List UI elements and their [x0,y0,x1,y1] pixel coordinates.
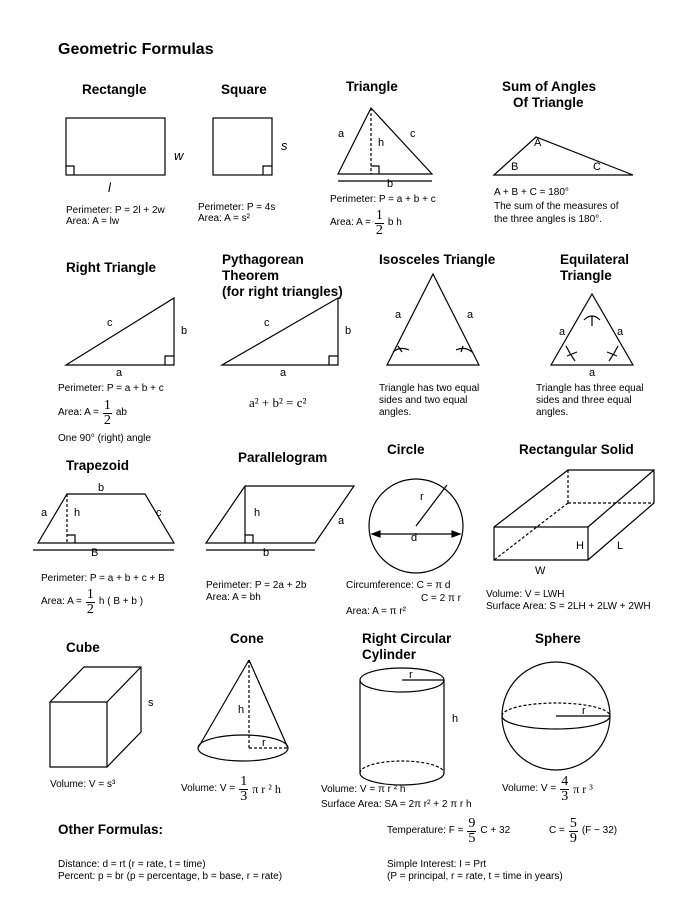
rectangle-area: Area: A = lw [66,216,120,227]
rectangle-l-label: l [108,180,111,195]
triangle-perimeter: Perimeter: P = a + b + c [330,194,436,205]
square-perimeter: Perimeter: P = 4s [198,202,276,213]
pythagorean-c-label: c [264,317,270,329]
sphere-heading: Sphere [535,631,581,646]
equilateral-a-left: a [559,326,566,338]
rect-solid-figure [494,470,654,560]
circle-circumference-2: C = 2 π r [421,593,461,604]
cube-s-label: s [148,697,154,709]
trapezoid-B-label: B [91,547,99,559]
parallelogram-b-label: b [263,547,270,559]
sum-angles-A-label: A [534,137,542,149]
cube-volume: Volume: V = s³ [50,779,116,790]
other-formulas-heading: Other Formulas: [58,822,164,837]
trapezoid-h-label: h [74,507,81,519]
triangle-h-label: h [378,137,385,149]
parallelogram-h-label: h [254,507,261,519]
page-title: Geometric Formulas [58,41,214,58]
interest-note: (P = principal, r = rate, t = time in years) [387,871,563,882]
cylinder-heading-2: Cylinder [362,647,417,662]
circle-d-label: d [411,532,418,544]
trapezoid-perimeter: Perimeter: P = a + b + c + B [41,573,165,584]
isosceles-note: Triangle has two equal sides and two equal angles. [379,383,480,418]
circle-figure [369,479,463,573]
right-triangle-perimeter: Perimeter: P = a + b + c [58,383,164,394]
right-triangle-a-label: a [116,367,123,379]
trapezoid-a-label: a [41,507,48,519]
rectangle-figure [66,118,165,175]
cylinder-volume: Volume: V = π r ² h [321,784,406,795]
rect-solid-heading: Rectangular Solid [519,442,634,457]
sphere-figure [502,662,610,770]
rect-solid-volume: Volume: V = LWH [486,589,565,600]
celsius-formula: C = $\frac{5}{9}$ (F − 32) [549,815,618,846]
rectangle-perimeter: Perimeter: P = 2l + 2w [66,205,165,216]
rect-solid-L-label: L [617,540,624,552]
trapezoid-area: Area: A = $\frac{1}{2}$ h ( B + b ) [41,586,144,617]
pythagorean-heading-1: Pythagorean [222,252,304,267]
rect-solid-H-label: H [576,540,584,552]
cone-heading: Cone [230,631,264,646]
temperature-formula: Temperature: F = $\frac{9}{5}$ C + 32 [387,815,511,846]
right-triangle-b-label: b [181,325,188,337]
rectangle-w-label: w [174,148,184,163]
triangle-heading: Triangle [346,79,398,94]
interest-formula: Simple Interest: I = Prt [387,859,487,870]
circle-r-label: r [420,491,424,503]
triangle-c-label: c [410,128,416,140]
equilateral-heading-1: Equilateral [560,252,630,267]
equilateral-a-right: a [617,326,624,338]
cube-figure [50,667,141,767]
pythagorean-figure [222,298,338,365]
circle-circumference-1: Circumference: C = π d [346,580,451,591]
sum-angles-heading-2: Of Triangle [513,95,584,110]
rect-solid-W-label: W [535,565,546,577]
distance-formula: Distance: d = rt (r = rate, t = time) [58,859,206,870]
cylinder-h-label: h [452,713,459,725]
pythagorean-b-label: b [345,325,352,337]
equilateral-note: Triangle has three equal sides and three equal angles. [536,383,644,418]
sum-angles-formula: A + B + C = 180° [494,187,569,198]
parallelogram-area: Area: A = bh [206,592,261,603]
parallelogram-heading: Parallelogram [238,450,328,465]
trapezoid-b-label: b [98,482,105,494]
sum-angles-B-label: B [511,161,519,173]
sphere-r-label: r [582,705,586,717]
cone-r-label: r [262,737,266,749]
trapezoid-c-label: c [156,507,162,519]
isosceles-a-right: a [467,309,474,321]
isosceles-heading: Isosceles Triangle [379,252,496,267]
square-heading: Square [221,82,267,97]
right-triangle-angle: One 90° (right) angle [58,433,151,444]
right-triangle-figure [66,298,174,365]
percent-formula: Percent: p = br (p = percentage, b = base, r = rate) [58,871,283,882]
pythagorean-a-label: a [280,367,287,379]
right-triangle-area: Area: A = $\frac{1}{2}$ ab [58,397,127,428]
pythagorean-formula: a² + b² = c² [249,395,307,410]
rectangle-heading: Rectangle [82,82,147,97]
triangle-figure [338,108,432,181]
triangle-b-label: b [387,178,394,190]
triangle-area: Area: A = $\frac{1}{2}$ b h [330,207,402,238]
sum-angles-heading-1: Sum of Angles [502,79,597,94]
parallelogram-figure [206,486,354,550]
rect-solid-surface: Surface Area: S = 2LH + 2LW + 2WH [486,601,651,612]
cone-h-label: h [238,704,245,716]
right-triangle-c-label: c [107,317,113,329]
sphere-volume: Volume: V = $\frac{4}{3}$ π r ³ [502,773,593,804]
square-figure [213,118,272,175]
cylinder-r-label: r [409,669,413,681]
circle-area: Area: A = π r² [346,606,406,617]
sum-angles-note-1: The sum of the measures of [494,201,619,212]
parallelogram-a-label: a [338,515,345,527]
trapezoid-heading: Trapezoid [66,458,130,473]
cone-volume: Volume: V = $\frac{1}{3}$ π r ² h [181,773,281,804]
cylinder-figure [360,668,444,785]
cylinder-heading-1: Right Circular [362,631,452,646]
triangle-a-label: a [338,128,345,140]
square-s-label: s [281,138,288,153]
circle-heading: Circle [387,442,425,457]
equilateral-a-bottom: a [589,367,596,379]
cube-heading: Cube [66,640,100,655]
square-area: Area: A = s² [198,213,250,224]
pythagorean-heading-2: Theorem [222,268,280,283]
isosceles-a-left: a [395,309,402,321]
sum-angles-C-label: C [593,161,601,173]
cylinder-surface: Surface Area: SA = 2π r² + 2 π r h [321,799,472,810]
trapezoid-figure [33,494,174,550]
pythagorean-heading-3: (for right triangles) [222,284,343,299]
parallelogram-perimeter: Perimeter: P = 2a + 2b [206,580,307,591]
right-triangle-heading: Right Triangle [66,260,157,275]
sum-angles-note-2: the three angles is 180°. [494,214,602,225]
equilateral-heading-2: Triangle [560,268,612,283]
